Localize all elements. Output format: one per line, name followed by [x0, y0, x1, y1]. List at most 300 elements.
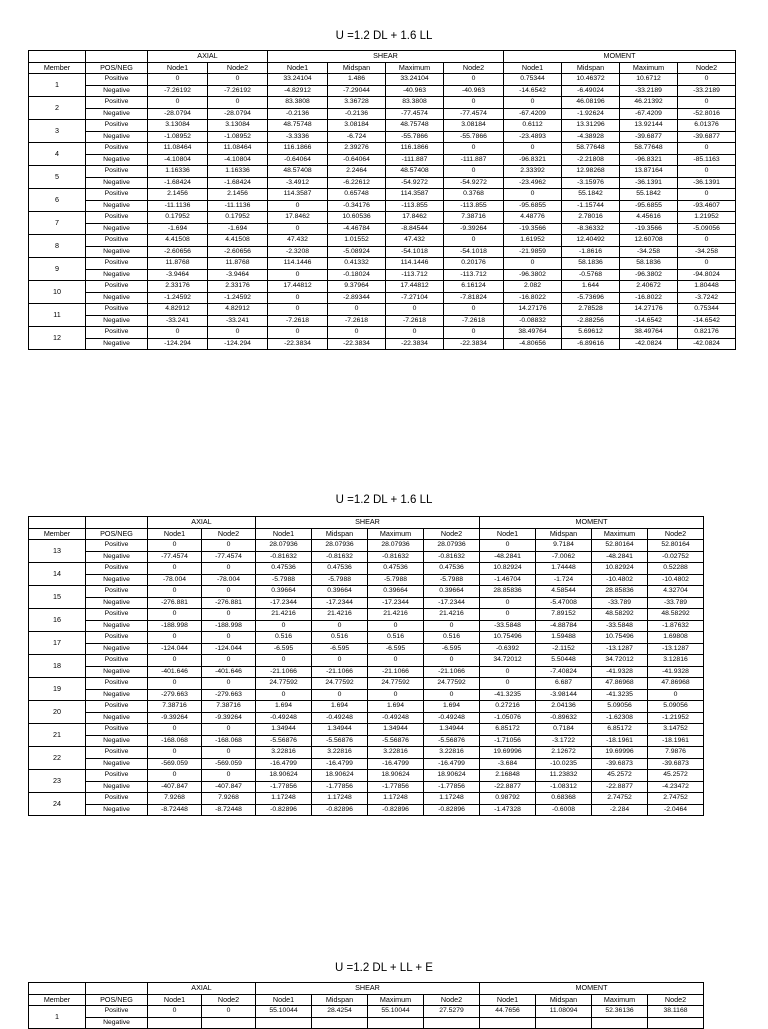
pos-neg-cell: Negative: [86, 177, 148, 189]
column-header: Maximum: [368, 528, 424, 540]
value-cell: -5.09056: [678, 223, 736, 235]
value-cell: 0: [268, 200, 328, 212]
moment-group-header: MOMENT: [480, 983, 704, 995]
pos-neg-cell: Positive: [86, 678, 148, 690]
table-row-positive: [29, 540, 704, 552]
value-cell: 2.39276: [328, 143, 386, 155]
value-cell: -3.9464: [148, 269, 208, 281]
value-cell: -7.2618: [444, 315, 504, 327]
value-cell: -16.4799: [256, 758, 312, 770]
value-cell: 5.09056: [592, 701, 648, 713]
value-cell: -124.044: [202, 643, 256, 655]
value-cell: 10.60536: [328, 212, 386, 224]
value-cell: 17.44812: [268, 281, 328, 293]
value-cell: 1.16336: [208, 166, 268, 178]
value-cell: 5.50448: [536, 655, 592, 667]
value-cell: 0.516: [256, 632, 312, 644]
value-cell: -6.595: [256, 643, 312, 655]
value-cell: -17.2344: [312, 597, 368, 609]
value-cell: 19.69996: [480, 747, 536, 759]
member-id-cell: 4: [29, 143, 86, 166]
value-cell: -36.1391: [620, 177, 678, 189]
value-cell: -4.38928: [562, 131, 620, 143]
value-cell: -39.6877: [620, 131, 678, 143]
value-cell: 0.41332: [328, 258, 386, 270]
value-cell: 1.694: [256, 701, 312, 713]
value-cell: -96.3802: [620, 269, 678, 281]
value-cell: -5.56876: [256, 735, 312, 747]
value-cell: 21.4216: [256, 609, 312, 621]
column-header: Member: [29, 994, 86, 1006]
value-cell: 1.644: [562, 281, 620, 293]
member-id-cell: 17: [29, 632, 86, 655]
value-cell: -1.68424: [148, 177, 208, 189]
value-cell: 0: [444, 97, 504, 109]
member-id-cell: 8: [29, 235, 86, 258]
value-cell: 13.87164: [620, 166, 678, 178]
column-header: Maximum: [386, 62, 444, 74]
pos-neg-cell: Positive: [86, 212, 148, 224]
value-cell: 0: [504, 97, 562, 109]
value-cell: 17.8462: [386, 212, 444, 224]
value-cell: 2.40672: [620, 281, 678, 293]
value-cell: -33.789: [648, 597, 704, 609]
pos-neg-cell: Negative: [86, 574, 148, 586]
value-cell: -17.2344: [256, 597, 312, 609]
value-cell: 1.59488: [536, 632, 592, 644]
column-header: Maximum: [592, 994, 648, 1006]
value-cell: 7.38716: [148, 701, 202, 713]
value-cell: 21.4216: [368, 609, 424, 621]
value-cell: 4.32704: [648, 586, 704, 598]
value-cell: -17.2344: [424, 597, 480, 609]
value-cell: 0: [444, 304, 504, 316]
value-cell: -52.8016: [678, 108, 736, 120]
value-cell: -4.46784: [328, 223, 386, 235]
value-cell: -0.49248: [424, 712, 480, 724]
column-header: Node1: [480, 528, 536, 540]
table-row-negative: [29, 712, 704, 724]
value-cell: 0: [202, 747, 256, 759]
value-cell: 5.09056: [648, 701, 704, 713]
value-cell: 0: [148, 609, 202, 621]
value-cell: -2.89344: [328, 292, 386, 304]
value-cell: -40.963: [444, 85, 504, 97]
value-cell: 0: [678, 189, 736, 201]
value-cell: 1.74448: [536, 563, 592, 575]
value-cell: 55.1842: [620, 189, 678, 201]
column-header: Node1: [148, 528, 202, 540]
axial-group-header: AXIAL: [148, 517, 256, 529]
value-cell: -113.712: [386, 269, 444, 281]
value-cell: -22.3834: [328, 338, 386, 350]
value-cell: 0: [424, 620, 480, 632]
value-cell: 0: [268, 327, 328, 339]
value-cell: -95.6855: [620, 200, 678, 212]
value-cell: -3.1722: [536, 735, 592, 747]
table-row-positive: [29, 189, 736, 201]
value-cell: 2.74752: [648, 793, 704, 805]
value-cell: 2.33176: [148, 281, 208, 293]
column-header: Node1: [256, 994, 312, 1006]
value-cell: -9.39264: [202, 712, 256, 724]
axial-group-header: AXIAL: [148, 51, 268, 63]
value-cell: 17.8462: [268, 212, 328, 224]
value-cell: -54.1018: [444, 246, 504, 258]
value-cell: 4.82912: [148, 304, 208, 316]
value-cell: 0: [202, 770, 256, 782]
pos-neg-cell: Negative: [86, 292, 148, 304]
value-cell: 21.4216: [312, 609, 368, 621]
value-cell: -94.8024: [678, 269, 736, 281]
value-cell: -1.87632: [648, 620, 704, 632]
table-row-positive: [29, 655, 704, 667]
member-id-cell: 22: [29, 747, 86, 770]
moment-group-header: MOMENT: [480, 517, 704, 529]
member-id-cell: 16: [29, 609, 86, 632]
value-cell: -407.847: [148, 781, 202, 793]
value-cell: 3.36728: [328, 97, 386, 109]
value-cell: -0.18024: [328, 269, 386, 281]
value-cell: 0: [444, 166, 504, 178]
value-cell: 114.3587: [268, 189, 328, 201]
blank-header-cell: [86, 51, 148, 63]
value-cell: -111.887: [386, 154, 444, 166]
value-cell: 38.1168: [648, 1006, 704, 1018]
column-header: Node1: [148, 994, 202, 1006]
member-id-cell: 19: [29, 678, 86, 701]
value-cell: -0.81632: [256, 551, 312, 563]
column-header: Node1: [480, 994, 536, 1006]
member-id-cell: 24: [29, 793, 86, 816]
value-cell: -34.258: [678, 246, 736, 258]
table-row-positive: [29, 701, 704, 713]
value-cell: -0.6392: [480, 643, 536, 655]
value-cell: -7.81824: [444, 292, 504, 304]
value-cell: 0: [480, 666, 536, 678]
value-cell: 0: [480, 609, 536, 621]
value-cell: 34.72012: [592, 655, 648, 667]
value-cell: 24.77592: [368, 678, 424, 690]
column-header: POS/NEG: [86, 62, 148, 74]
value-cell: 0: [148, 655, 202, 667]
value-cell: 28.85836: [480, 586, 536, 598]
value-cell: 24.77592: [256, 678, 312, 690]
value-cell: -19.3566: [504, 223, 562, 235]
value-cell: 2.16848: [480, 770, 536, 782]
value-cell: -96.8321: [504, 154, 562, 166]
column-header: Node2: [424, 994, 480, 1006]
member-id-cell: 13: [29, 540, 86, 563]
pos-neg-cell: Negative: [86, 551, 148, 563]
value-cell: -48.2841: [592, 551, 648, 563]
table-row-positive: [29, 74, 736, 86]
value-cell: -1.77856: [424, 781, 480, 793]
value-cell: -17.2344: [368, 597, 424, 609]
value-cell: -33.2189: [620, 85, 678, 97]
value-cell: 0.47536: [256, 563, 312, 575]
table-row-positive: [29, 586, 704, 598]
value-cell: -0.64064: [268, 154, 328, 166]
value-cell: -77.4574: [202, 551, 256, 563]
value-cell: 0: [148, 1006, 202, 1018]
value-cell: -13.1287: [592, 643, 648, 655]
value-cell: 0: [202, 632, 256, 644]
member-id-cell: 3: [29, 120, 86, 143]
value-cell: -0.49248: [256, 712, 312, 724]
value-cell: 0.516: [424, 632, 480, 644]
table-row-positive: [29, 120, 736, 132]
value-cell: -0.49248: [368, 712, 424, 724]
member-id-cell: 23: [29, 770, 86, 793]
value-cell: -0.6008: [536, 804, 592, 816]
column-header: Node2: [208, 62, 268, 74]
value-cell: 2.78016: [562, 212, 620, 224]
value-cell: 18.90624: [424, 770, 480, 782]
value-cell: -67.4209: [504, 108, 562, 120]
value-cell: -0.2136: [268, 108, 328, 120]
value-cell: 33.24104: [268, 74, 328, 86]
value-cell: 46.21392: [620, 97, 678, 109]
value-cell: 0: [678, 166, 736, 178]
value-cell: 18.90624: [256, 770, 312, 782]
value-cell: 0: [202, 586, 256, 598]
value-cell: 0: [148, 586, 202, 598]
table-row-positive: [29, 770, 704, 782]
value-cell: -34.258: [620, 246, 678, 258]
value-cell: 0.17952: [208, 212, 268, 224]
value-cell: 27.5279: [424, 1006, 480, 1018]
value-cell: 1.69808: [648, 632, 704, 644]
value-cell: 4.41508: [208, 235, 268, 247]
value-cell: 1.01552: [328, 235, 386, 247]
pos-neg-cell: Negative: [86, 315, 148, 327]
value-cell: 18.90624: [368, 770, 424, 782]
table-row-negative: [29, 223, 736, 235]
pos-neg-cell: Positive: [86, 166, 148, 178]
value-cell: 3.08184: [444, 120, 504, 132]
column-header-row: [29, 62, 736, 74]
pos-neg-cell: Negative: [86, 1017, 148, 1029]
table-row-negative: [29, 597, 704, 609]
value-cell: -188.998: [148, 620, 202, 632]
value-cell: [424, 1017, 480, 1029]
table-row-negative: [29, 666, 704, 678]
value-cell: -55.7866: [386, 131, 444, 143]
value-cell: -1.92624: [562, 108, 620, 120]
pos-neg-cell: Positive: [86, 304, 148, 316]
table-title: U =1.2 DL + LL + E: [335, 962, 433, 974]
value-cell: 0: [202, 563, 256, 575]
column-header: POS/NEG: [86, 994, 148, 1006]
column-header: Node1: [504, 62, 562, 74]
value-cell: -4.10804: [208, 154, 268, 166]
value-cell: 0.27216: [480, 701, 536, 713]
value-cell: -401.646: [148, 666, 202, 678]
value-cell: 0: [148, 632, 202, 644]
results-table: [28, 50, 736, 350]
value-cell: 12.98268: [562, 166, 620, 178]
value-cell: [256, 1017, 312, 1029]
value-cell: -19.3566: [620, 223, 678, 235]
value-cell: 0.7184: [536, 724, 592, 736]
pos-neg-cell: Positive: [86, 655, 148, 667]
value-cell: -22.3834: [268, 338, 328, 350]
value-cell: -22.8877: [592, 781, 648, 793]
value-cell: -4.80656: [504, 338, 562, 350]
value-cell: 0: [256, 655, 312, 667]
pos-neg-cell: Positive: [86, 97, 148, 109]
value-cell: -33.241: [208, 315, 268, 327]
value-cell: -7.26192: [208, 85, 268, 97]
column-header: Midspan: [562, 62, 620, 74]
table-row-positive: [29, 281, 736, 293]
column-header: Node2: [202, 528, 256, 540]
table-row-positive: [29, 724, 704, 736]
value-cell: -67.4209: [620, 108, 678, 120]
pos-neg-cell: Positive: [86, 143, 148, 155]
group-header-row: [29, 983, 704, 995]
pos-neg-cell: Positive: [86, 701, 148, 713]
value-cell: -276.881: [202, 597, 256, 609]
value-cell: -1.77856: [256, 781, 312, 793]
value-cell: [536, 1017, 592, 1029]
value-cell: -1.77856: [312, 781, 368, 793]
value-cell: 1.694: [312, 701, 368, 713]
value-cell: -9.39264: [148, 712, 202, 724]
value-cell: -2.21808: [562, 154, 620, 166]
value-cell: 2.33176: [208, 281, 268, 293]
value-cell: 17.44812: [386, 281, 444, 293]
value-cell: -7.40824: [536, 666, 592, 678]
value-cell: [202, 1017, 256, 1029]
column-header: Node1: [256, 528, 312, 540]
table-row-negative: [29, 315, 736, 327]
value-cell: -14.6542: [504, 85, 562, 97]
pos-neg-cell: Positive: [86, 258, 148, 270]
value-cell: 0: [148, 97, 208, 109]
value-cell: -1.694: [148, 223, 208, 235]
value-cell: 0.47536: [368, 563, 424, 575]
value-cell: 0: [386, 327, 444, 339]
pos-neg-cell: Negative: [86, 620, 148, 632]
member-id-cell: 6: [29, 189, 86, 212]
member-id-cell: 5: [29, 166, 86, 189]
value-cell: -0.34176: [328, 200, 386, 212]
value-cell: -42.0824: [678, 338, 736, 350]
value-cell: 0.98792: [480, 793, 536, 805]
value-cell: -3.4912: [268, 177, 328, 189]
value-cell: -9.39264: [444, 223, 504, 235]
value-cell: -41.9328: [592, 666, 648, 678]
blank-header-cell: [29, 517, 86, 529]
value-cell: 0: [148, 74, 208, 86]
value-cell: -7.26192: [148, 85, 208, 97]
value-cell: -113.855: [386, 200, 444, 212]
value-cell: -41.9328: [648, 666, 704, 678]
value-cell: 28.07936: [312, 540, 368, 552]
column-header: Node2: [648, 528, 704, 540]
pos-neg-cell: Positive: [86, 235, 148, 247]
value-cell: -41.3235: [480, 689, 536, 701]
value-cell: 11.08094: [536, 1006, 592, 1018]
member-id-cell: 1: [29, 74, 86, 97]
value-cell: -54.1018: [386, 246, 444, 258]
value-cell: -96.3802: [504, 269, 562, 281]
value-cell: 2.1456: [208, 189, 268, 201]
value-cell: 2.1456: [148, 189, 208, 201]
value-cell: 0: [256, 689, 312, 701]
value-cell: -0.81632: [368, 551, 424, 563]
value-cell: 2.33392: [504, 166, 562, 178]
value-cell: 52.80164: [592, 540, 648, 552]
column-header: Maximum: [620, 62, 678, 74]
value-cell: 11.8768: [208, 258, 268, 270]
value-cell: 0.39664: [368, 586, 424, 598]
column-header: Node2: [202, 994, 256, 1006]
value-cell: -48.2841: [480, 551, 536, 563]
value-cell: 83.3808: [386, 97, 444, 109]
value-cell: 4.45616: [620, 212, 678, 224]
value-cell: 1.17248: [256, 793, 312, 805]
column-header: Member: [29, 528, 86, 540]
value-cell: 46.08196: [562, 97, 620, 109]
value-cell: 0: [504, 143, 562, 155]
value-cell: -28.0794: [208, 108, 268, 120]
value-cell: -0.2136: [328, 108, 386, 120]
value-cell: 10.6712: [620, 74, 678, 86]
pos-neg-cell: Positive: [86, 540, 148, 552]
pos-neg-cell: Positive: [86, 1006, 148, 1018]
value-cell: -10.0235: [536, 758, 592, 770]
value-cell: -77.4574: [444, 108, 504, 120]
value-cell: 0: [678, 97, 736, 109]
value-cell: 10.46372: [562, 74, 620, 86]
value-cell: 11.23832: [536, 770, 592, 782]
value-cell: 10.82924: [592, 563, 648, 575]
value-cell: -39.6873: [648, 758, 704, 770]
value-cell: 4.58544: [536, 586, 592, 598]
value-cell: -1.724: [536, 574, 592, 586]
value-cell: -2.88256: [562, 315, 620, 327]
value-cell: -21.9859: [504, 246, 562, 258]
value-cell: -8.84544: [386, 223, 444, 235]
member-id-cell: 9: [29, 258, 86, 281]
pos-neg-cell: Positive: [86, 770, 148, 782]
value-cell: 9.37964: [328, 281, 386, 293]
value-cell: 11.08464: [208, 143, 268, 155]
member-id-cell: 11: [29, 304, 86, 327]
value-cell: -5.08924: [328, 246, 386, 258]
value-cell: -11.1136: [148, 200, 208, 212]
value-cell: -7.2618: [386, 315, 444, 327]
table-row-positive: [29, 747, 704, 759]
value-cell: -0.82896: [256, 804, 312, 816]
member-id-cell: 1: [29, 1006, 86, 1029]
value-cell: 28.85836: [592, 586, 648, 598]
value-cell: -1.05076: [480, 712, 536, 724]
column-header: Maximum: [368, 994, 424, 1006]
value-cell: 0: [148, 327, 208, 339]
value-cell: 28.07936: [424, 540, 480, 552]
value-cell: 0.82176: [678, 327, 736, 339]
value-cell: 0: [208, 97, 268, 109]
value-cell: -1.68424: [208, 177, 268, 189]
value-cell: 0: [202, 1006, 256, 1018]
value-cell: 0: [480, 540, 536, 552]
value-cell: -8.36332: [562, 223, 620, 235]
value-cell: -77.4574: [386, 108, 444, 120]
